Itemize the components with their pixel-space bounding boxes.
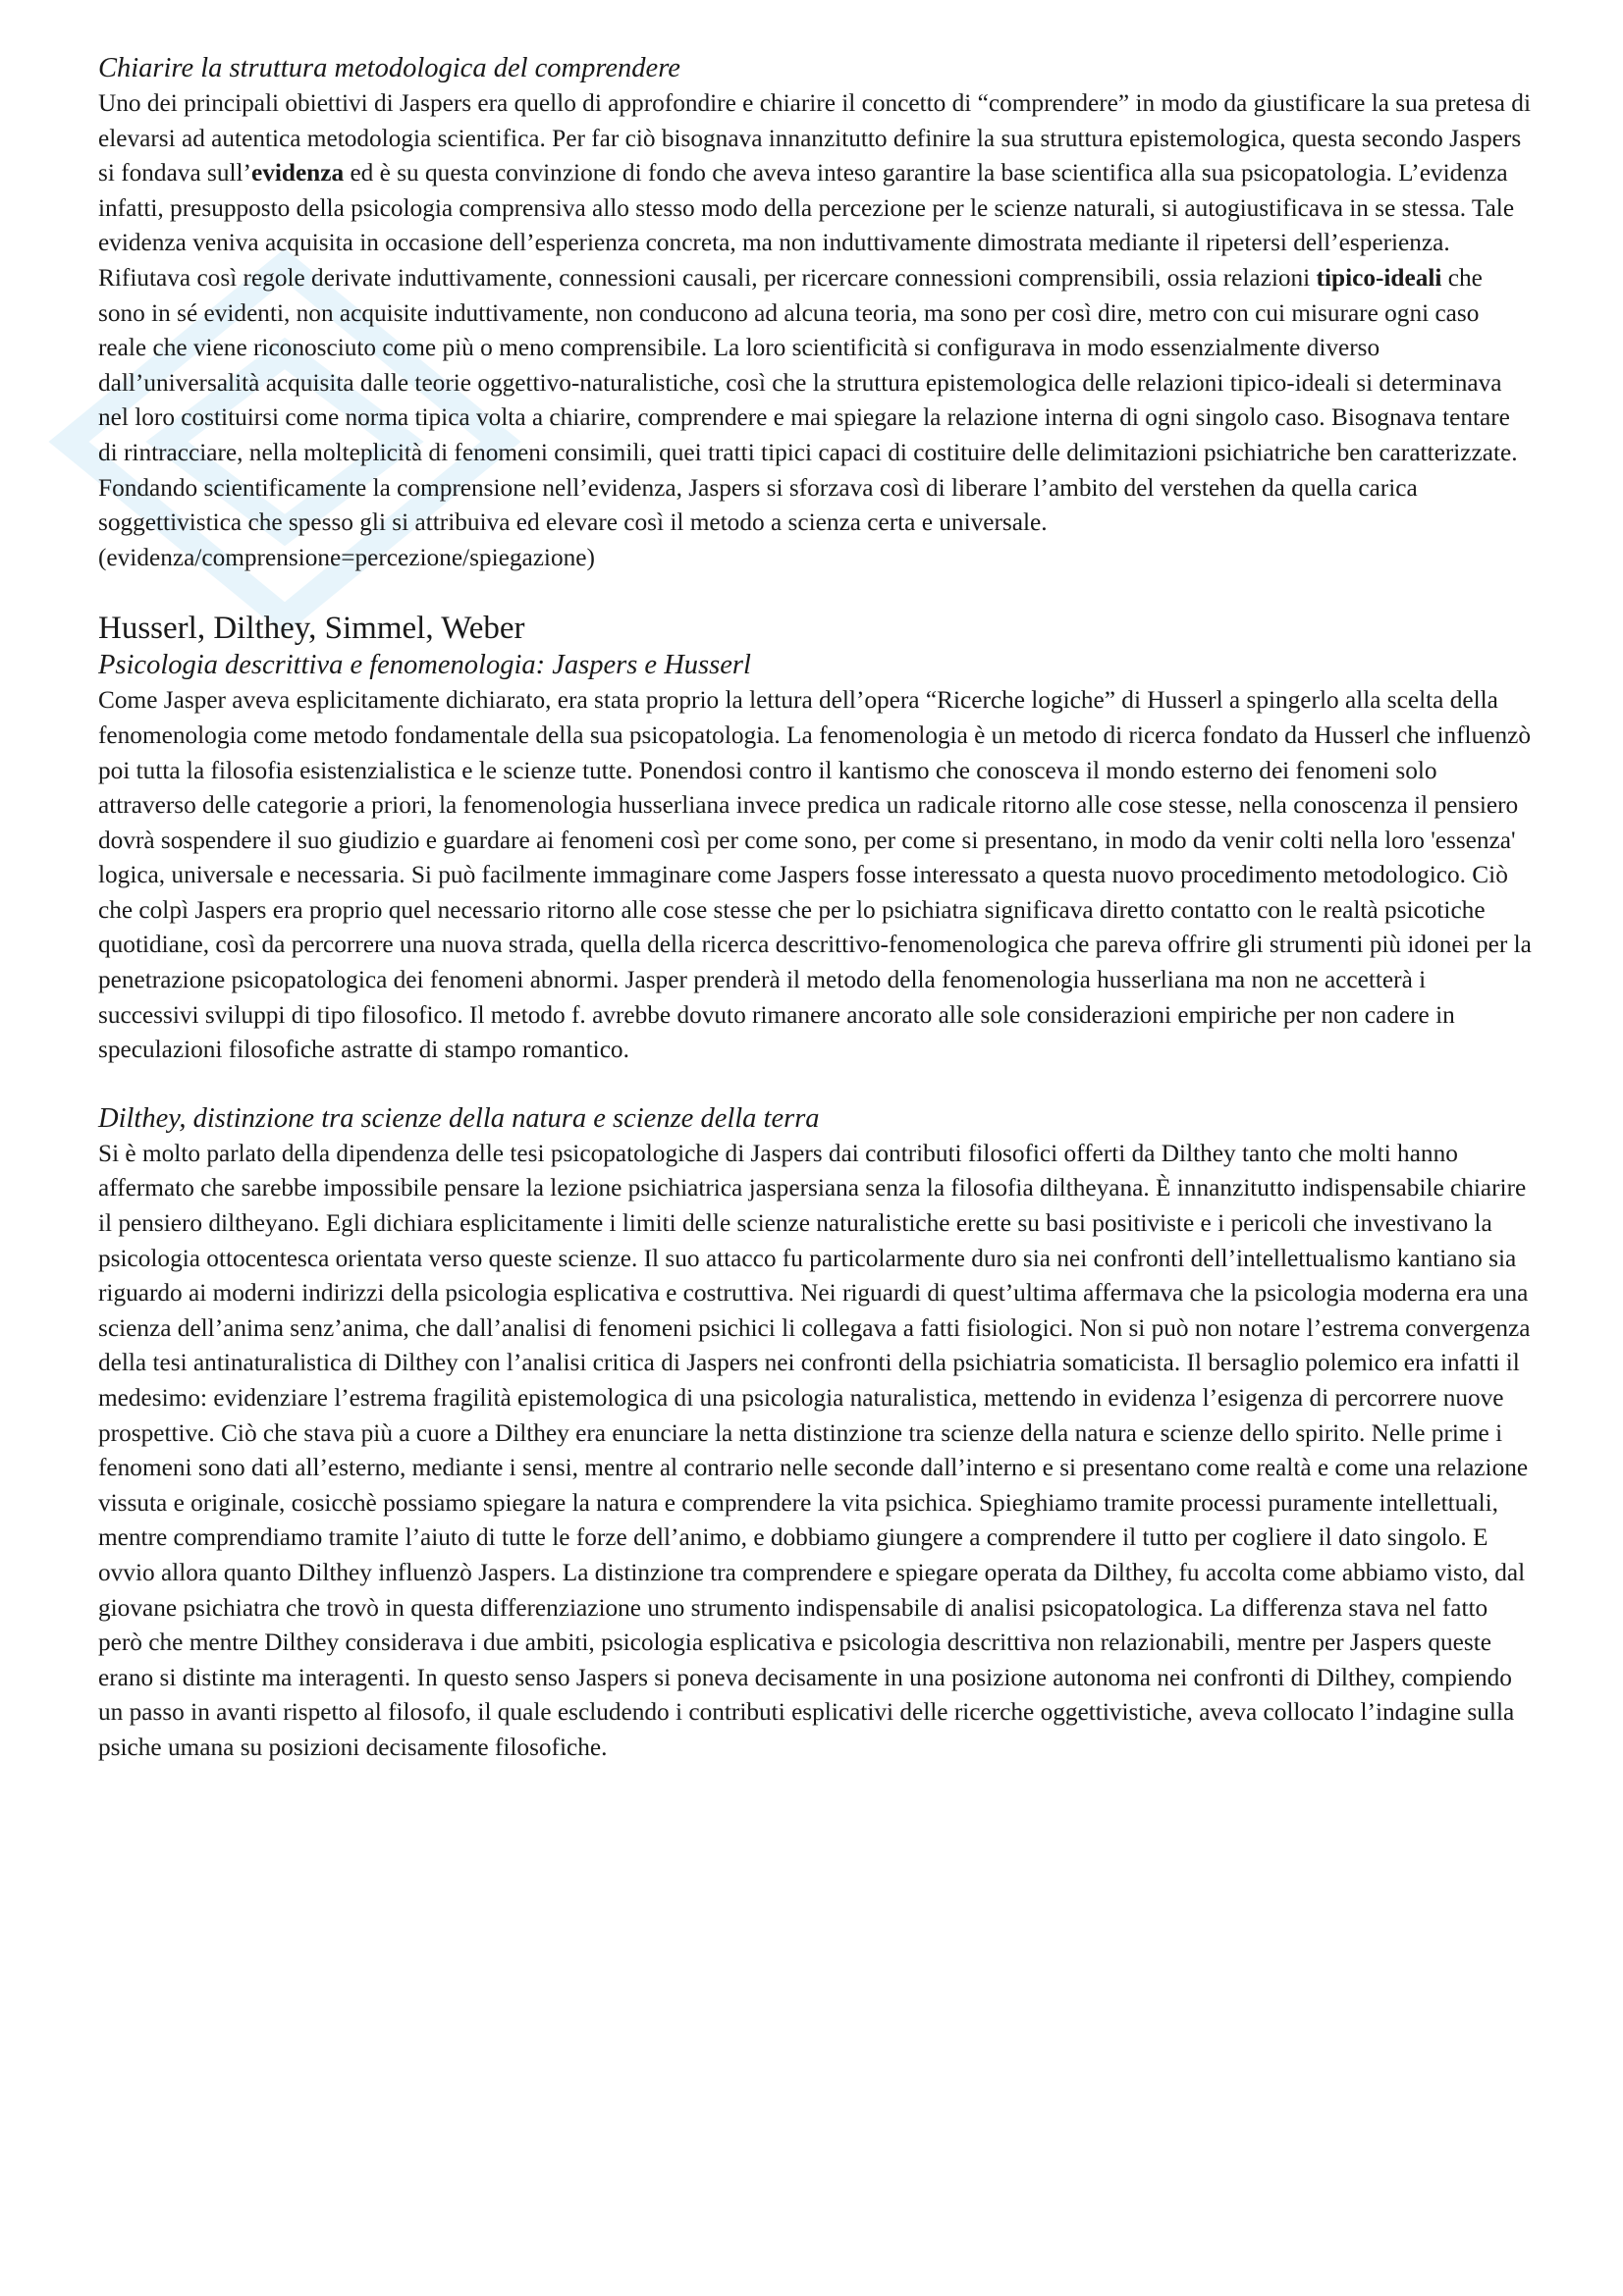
paragraph-text: Uno dei principali obiettivi di Jaspers era quello di approfondire e chiarire il concetto di “comprendere” in modo da giustificare la sua pretesa di elevarsi ad autentica metodologia scientifica. Per far ciò bisognava innanzitutto definire la sua struttura epistemologica, questa secondo Jaspers si fondava sull’ [98, 89, 1531, 187]
section-subheading: Dilthey, distinzione tra scienze della natura e scienze della terra [98, 1102, 820, 1134]
paragraph-text: ed è su questa convinzione di fondo che aveva inteso garantire la base scientifica alla sua psicopatologia. L’evidenza infatti, presupposto della psicologia comprensiva allo stesso modo della percezione per le scienze naturali, si autogiustificava in se stessa. Tale evidenza veniva acquisita in occasione dell’esperienza concreta, ma non induttivamente dimostrata mediante il ripetersi dell’esperienza. Rifiutava così regole derivate induttivamente, connessioni causali, per ricercare connessioni comprensibili, ossia relazioni [98, 159, 1515, 292]
section-paragraph [98, 86, 1532, 575]
section-husserl [98, 609, 1532, 1068]
section-subheading: Psicologia descrittiva e fenomenologia: Jaspers e Husserl [98, 650, 751, 681]
bold-term-tipico-ideali: tipico-ideali [1316, 263, 1442, 292]
section-paragraph: Si è molto parlato della dipendenza delle tesi psicopatologiche di Jaspers dai contributi filosofici offerti da Dilthey tanto che molti hanno affermato che sarebbe impossibile pensare la lezione psichiatrica jaspersiana senza la filosofia diltheyana. È innanzitutto indispensabile chiarire il pensiero diltheyano. Egli dichiara esplicitamente i limiti delle scienze naturalistiche erette su basi positiviste e i pericoli che investivano la psicologia ottocentesca orientata verso queste scienze. Il suo attacco fu particolarmente duro sia nei confronti dell’intellettualismo kantiano sia riguardo ai moderni indirizzi della psicologia esplicativa e costruttiva. Nei riguardi di quest’ultima affermava che la psicologia moderna era una scienza dell’anima senz’anima, che dall’analisi di fenomeni psichici li collegava a fatti fisiologici. Non si può non notare l’estrema convergenza della tesi antinaturalistica di Dilthey con l’analisi critica di Jaspers nei confronti della psichiatria somaticista. Il bersaglio polemico era infatti il medesimo: evidenziare l’estrema fragilità epistemologica di una psicologia naturalistica, mettendo in evidenza l’esigenza di percorrere nuove prospettive. Ciò che stava più a cuore a Dilthey era enunciare la netta distinzione tra scienze della natura e scienze dello spirito. Nelle prime i fenomeni sono dati all’esterno, mediante i sensi, mentre al contrario nelle seconde dall’interno e si presentano come realtà e come una relazione vissuta e originale, cosicchè possiamo spiegare la natura e comprendere la vita psichica. Spieghiamo tramite processi puramente intellettuali, mentre comprendiamo tramite l’aiuto di tutte le forze dell’animo, e dobbiamo giungere a comprendere il tutto per cogliere il dato singolo. E ovvio allora quanto Dilthey influenzò Jaspers. La distinzione tra comprendere e spiegare operata da Dilthey, fu accolta come abbiamo visto, dal giovane psichiatra che trovò in questa differenziazione uno strumento indispensabile di analisi psicopatologica. La differenza stava nel fatto però che mentre Dilthey considerava i due ambiti, psicologia esplicativa e psicologia descrittiva non relazionabili, mentre per Jaspers queste erano si distinte ma interagenti. In questo senso Jaspers si poneva decisamente in una posizione autonoma nei confronti di Dilthey, compiendo un passo in avanti rispetto al filosofo, il quale escludendo i contributi esplicativi delle ricerche oggettivistiche, aveva collocato l’indagine sulla psiche umana su posizioni decisamente filosofiche. [98, 1139, 1531, 1761]
section-heading: Husserl, Dilthey, Simmel, Weber [98, 611, 525, 647]
section-paragraph: Come Jasper aveva esplicitamente dichiarato, era stata proprio la lettura dell’opera “Ricerche logiche” di Husserl a spingerlo alla scelta della fenomenologia come metodo fondamentale della sua psicopatologia. La fenomenologia è un metodo di ricerca fondato da Husserl che influenzò poi tutta la filosofia esistenzialistica e le scienze tutte. Ponendosi contro il kantismo che conosceva il mondo esterno dei fenomeni solo attraverso delle categorie a priori, la fenomenologia husserliana invece predica un radicale ritorno alle cose stesse, nella conoscenza il pensiero dovrà sospendere il suo giudizio e guardare ai fenomeni così per come sono, per come si presentano, in modo da venir colti nella loro 'essenza' logica, universale e necessaria. Si può facilmente immaginare come Jaspers fosse interessato a questa nuovo procedimento metodologico. Ciò che colpì Jaspers era proprio quel necessario ritorno alle cose stesse che per lo psichiatra significava diretto contatto con le realtà psicotiche quotidiane, così da percorrere una nuova strada, quella della ricerca descrittivo-fenomenologica che pareva offrire gli strumenti più idonei per la penetrazione psicopatologica dei fenomeni abnormi. Jasper prenderà il metodo della fenomenologia husserliana ma non ne accetterà i successivi sviluppi di tipo filosofico. Il metodo f. avrebbe dovuto rimanere ancorato alle sole considerazioni empiriche per non cadere in speculazioni filosofiche astratte di stampo romantico. [98, 686, 1532, 1064]
paragraph-text: che sono in sé evidenti, non acquisite induttivamente, non conducono ad alcuna teoria, ma sono per così dire, metro con cui misurare ogni caso reale che viene riconosciuto come più o meno comprensibile. La loro scientificità si configurava in modo essenzialmente diverso dall’universalità acquisita dalle teorie oggettivo-naturalistiche, così che la struttura epistemologica delle relazioni tipico-ideali si determinava nel loro costituirsi come norma tipica volta a chiarire, comprendere e mai spiegare la relazione interna di ogni singolo caso. Bisognava tentare di rintracciare, nella molteplicità di fenomeni consimili, quei tratti tipici capaci di costituire delle delimitazioni psichiatriche ben caratterizzate. Fondando scientificamente la comprensione nell’evidenza, Jaspers si sforzava così di liberare l’ambito del verstehen da quella carica soggettivistica che spesso gli si attribuiva ed elevare così il metodo a scienza certa e universale. (evidenza/comprensione=percezione/spiegazione) [98, 263, 1518, 571]
section-comprendere [98, 51, 1532, 575]
section-dilthey [98, 1101, 1532, 1766]
bold-term-evidenza: evidenza [250, 159, 345, 187]
document-page [98, 51, 1532, 1766]
section-subheading: Chiarire la struttura metodologica del comprendere [98, 53, 680, 83]
